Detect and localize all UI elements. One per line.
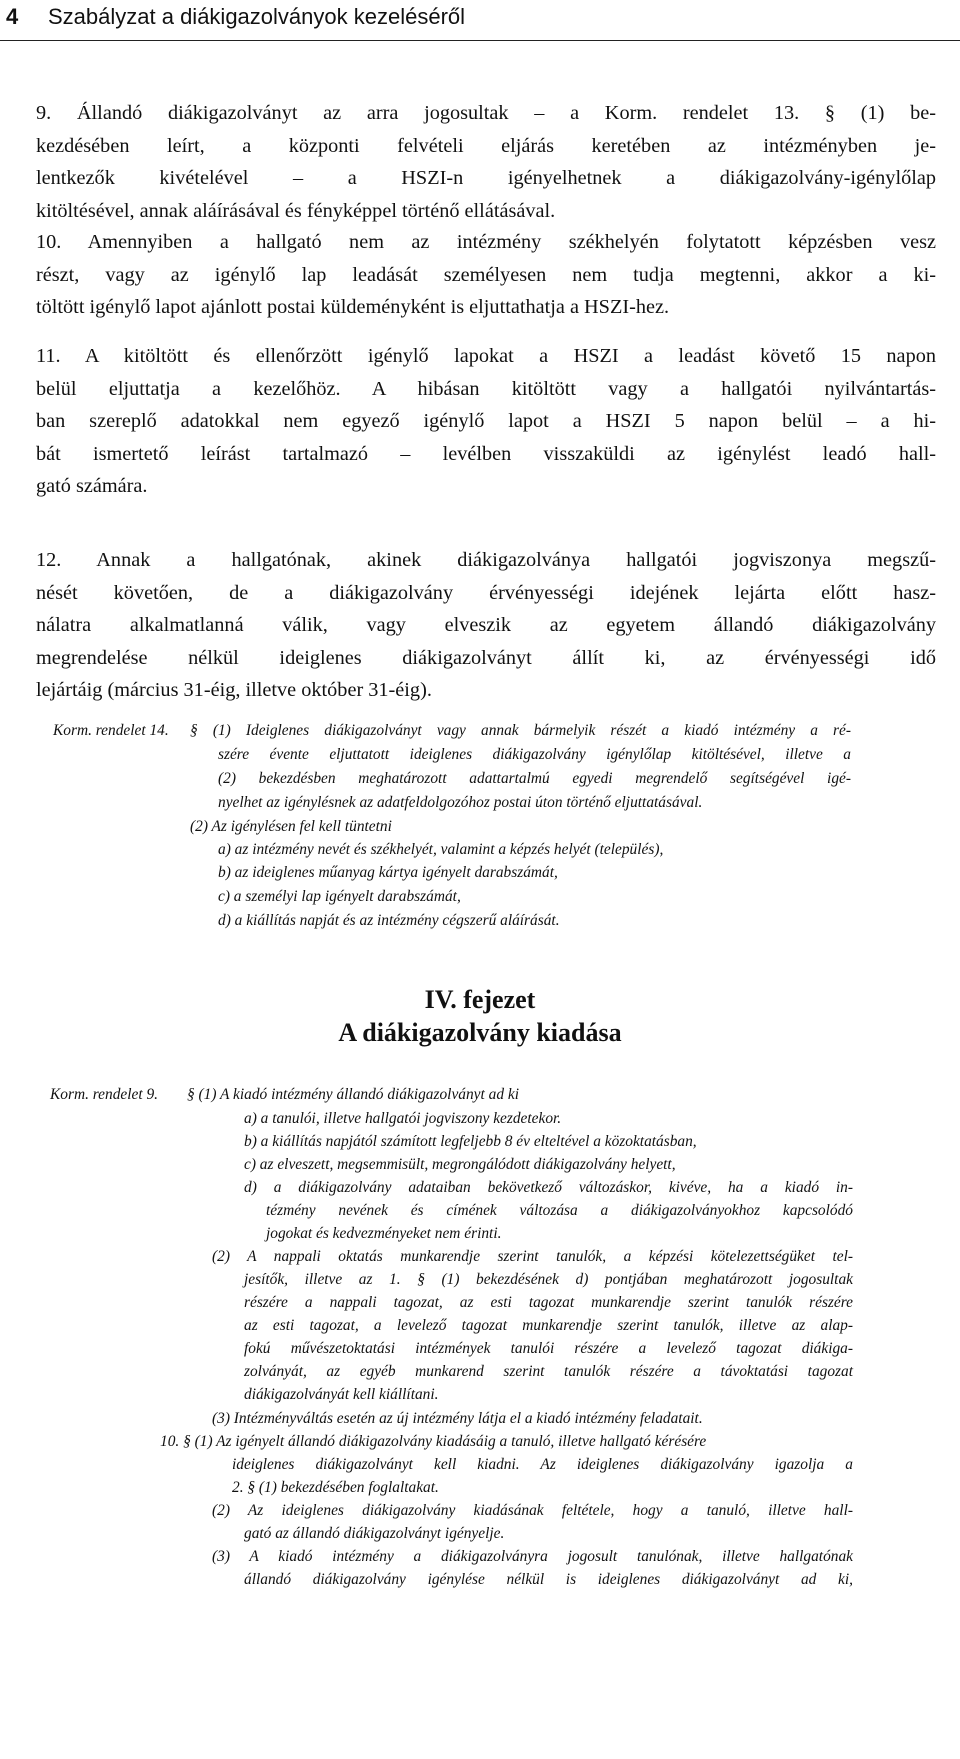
paragraph-line: bát ismertető leírást tartalmazó – levélben visszaküldi az igénylést leadó hall- — [36, 442, 936, 465]
paragraph-line: ban szereplő adatokkal nem egyező igénylő lapot a HSZI 5 napon belül – a hi- — [36, 410, 936, 432]
paragraph-line: megrendelése nélkül ideiglenes diákigazolványt állít ki, az érvényességi idő — [36, 646, 936, 669]
quote-line: a) a tanulói, illetve hallgatói jogviszony kezdetekor. — [244, 1110, 562, 1127]
quote-line: tézmény nevének és címének változása a diákigazolványokhoz kapcsolódó — [266, 1202, 853, 1219]
quote-line: diákigazolványát kell kiállítani. — [244, 1386, 439, 1403]
quote-line: nyelhet az igénylésnek az adatfeldolgozóhoz postai úton történő eljuttatásával. — [218, 794, 703, 811]
quote-line: állandó diákigazolvány igénylése nélkül is ideiglenes diákigazolványt ad ki, — [244, 1571, 853, 1588]
quote-line: d) a diákigazolvány adataiban bekövetkező változáskor, kivéve, ha a kiadó in- — [244, 1179, 853, 1196]
paragraph-line: 11. A kitöltött és ellenőrzött igénylő lapokat a HSZI a leadást követő 15 napon — [36, 345, 936, 367]
quote-line: (2) Az igénylésen fel kell tüntetni — [190, 818, 392, 835]
paragraph-9 — [36, 97, 936, 227]
quote-line: a) az intézmény nevét és székhelyét, valamint a képzés helyét (település), — [218, 841, 664, 858]
paragraph-line: belül eljuttatja a kezelőhöz. A hibásan kitöltött vagy a hallgatói nyilvántartás- — [36, 377, 936, 400]
paragraph-line: lentkezők kivételével – a HSZI-n igényelhetnek a diákigazolvány-igénylőlap — [36, 167, 936, 189]
document-title: Szabályzat a diákigazolványok kezeléséről — [48, 4, 466, 29]
paragraph-line: töltött igénylő lapot ajánlott postai küldeményként is eljuttathatja a HSZI-hez. — [36, 296, 670, 318]
paragraph-line: lejártáig (március 31-éig, illetve október 31-éig). — [36, 679, 432, 701]
paragraph-12 — [36, 544, 936, 707]
paragraph-line: gató számára. — [36, 475, 148, 497]
paragraph-line: részt, vagy az igénylő lap leadását személyesen nem tudja megtenni, akkor a ki- — [36, 263, 936, 286]
quote-line: d) a kiállítás napját és az intézmény cégszerű aláírását. — [218, 912, 560, 929]
paragraph-line: kitöltésével, annak aláírásával és fényképpel történő ellátásával. — [36, 199, 556, 222]
paragraph-line: 12. Annak a hallgatónak, akinek diákigazolványa hallgatói jogviszonya megszű- — [36, 549, 936, 571]
quote-line: (2) bekezdésben meghatározott adattartalmú egyedi megrendelő segítségével igé- — [218, 770, 851, 787]
quote-line: szére évente eljuttatott ideiglenes diákigazolvány igénylőlap kitöltésével, illetve a — [218, 746, 851, 763]
quote-line: c) a személyi lap igényelt darabszámát, — [218, 888, 461, 905]
page-header — [0, 0, 960, 41]
paragraph-line: kezdésében leírt, a központi felvételi eljárás keretében az intézményben je- — [36, 134, 936, 157]
quote-lead: Korm. rendelet 14. — [53, 722, 169, 739]
page-number: 4 — [6, 4, 19, 29]
quote-line: fokú művészetoktatási intézmények tanulói részére a levelező tagozat diákiga- — [244, 1340, 853, 1357]
paragraph-11 — [36, 340, 936, 503]
quote-line: b) a kiállítás napjától számított legfeljebb 8 év elteltével a közoktatásban, — [244, 1133, 697, 1150]
quote-line: b) az ideiglenes műanyag kártya igényelt darabszámát, — [218, 864, 558, 881]
quote-line: jogokat és kedvezményeket nem érinti. — [266, 1225, 502, 1242]
quote-line: az esti tagozat, a levelező tagozat munkarendje szerint tanulók, illetve az alap- — [244, 1317, 853, 1334]
paragraph-line: nését követően, de a diákigazolvány érvényességi idejének lejárta előtt hasz- — [36, 581, 936, 604]
paragraph-line: 10. Amennyiben a hallgató nem az intézmény székhelyén folytatott képzésben vesz — [36, 231, 936, 253]
quote-line: (2) A nappali oktatás munkarendje szerint tanulók, a képzési kötelezettségüket tel- — [212, 1248, 853, 1265]
quote-line: ideiglenes diákigazolványt kell kiadni. Az ideiglenes diákigazolvány igazolja a — [232, 1456, 853, 1473]
quote-line: c) az elveszett, megsemmisült, megrongálódott diákigazolvány helyett, — [244, 1156, 676, 1173]
quote-line: zolványát, az egyéb munkarend szerint tanulók részére a távoktatási tagozat — [244, 1363, 853, 1380]
quote-line: 10. § (1) Az igényelt állandó diákigazolvány kiadásáig a tanuló, illetve hallgató kérésére — [160, 1433, 707, 1450]
chapter-number: IV. fejezet — [424, 985, 536, 1014]
chapter-title: A diákigazolvány kiadása — [338, 1018, 622, 1047]
quote-line: részére a nappali tagozat, az esti tagozat munkarendje szerint tanulók részére — [244, 1294, 853, 1311]
quote-line: § (1) A kiadó intézmény állandó diákigazolványt ad ki — [187, 1086, 519, 1103]
quote-line: 2. § (1) bekezdésében foglaltakat. — [232, 1479, 439, 1496]
quote-line: (3) A kiadó intézmény a diákigazolványra jogosult tanulónak, illetve hallgatónak — [212, 1548, 853, 1565]
paragraph-line: 9. Állandó diákigazolványt az arra jogosultak – a Korm. rendelet 13. § (1) be- — [36, 102, 936, 124]
quote-line: gató az állandó diákigazolványt igényelje. — [244, 1525, 505, 1542]
quote-lead: Korm. rendelet 9. — [50, 1086, 159, 1103]
paragraph-10 — [36, 226, 936, 324]
quote-line: jesítők, illetve az 1. § (1) bekezdésének d) pontjában meghatározott jogosultak — [244, 1271, 853, 1288]
quote-line: § (1) Ideiglenes diákigazolványt vagy annak bármelyik részét a kiadó intézmény a ré- — [190, 722, 851, 739]
quote-line: (3) Intézményváltás esetén az új intézmény látja el a kiadó intézmény feladatait. — [212, 1410, 703, 1427]
paragraph-line: nálatra alkalmatlanná válik, vagy elveszik az egyetem állandó diákigazolvány — [36, 614, 936, 636]
quote-line: (2) Az ideiglenes diákigazolvány kiadásának feltétele, hogy a tanuló, illetve hall- — [212, 1502, 853, 1519]
